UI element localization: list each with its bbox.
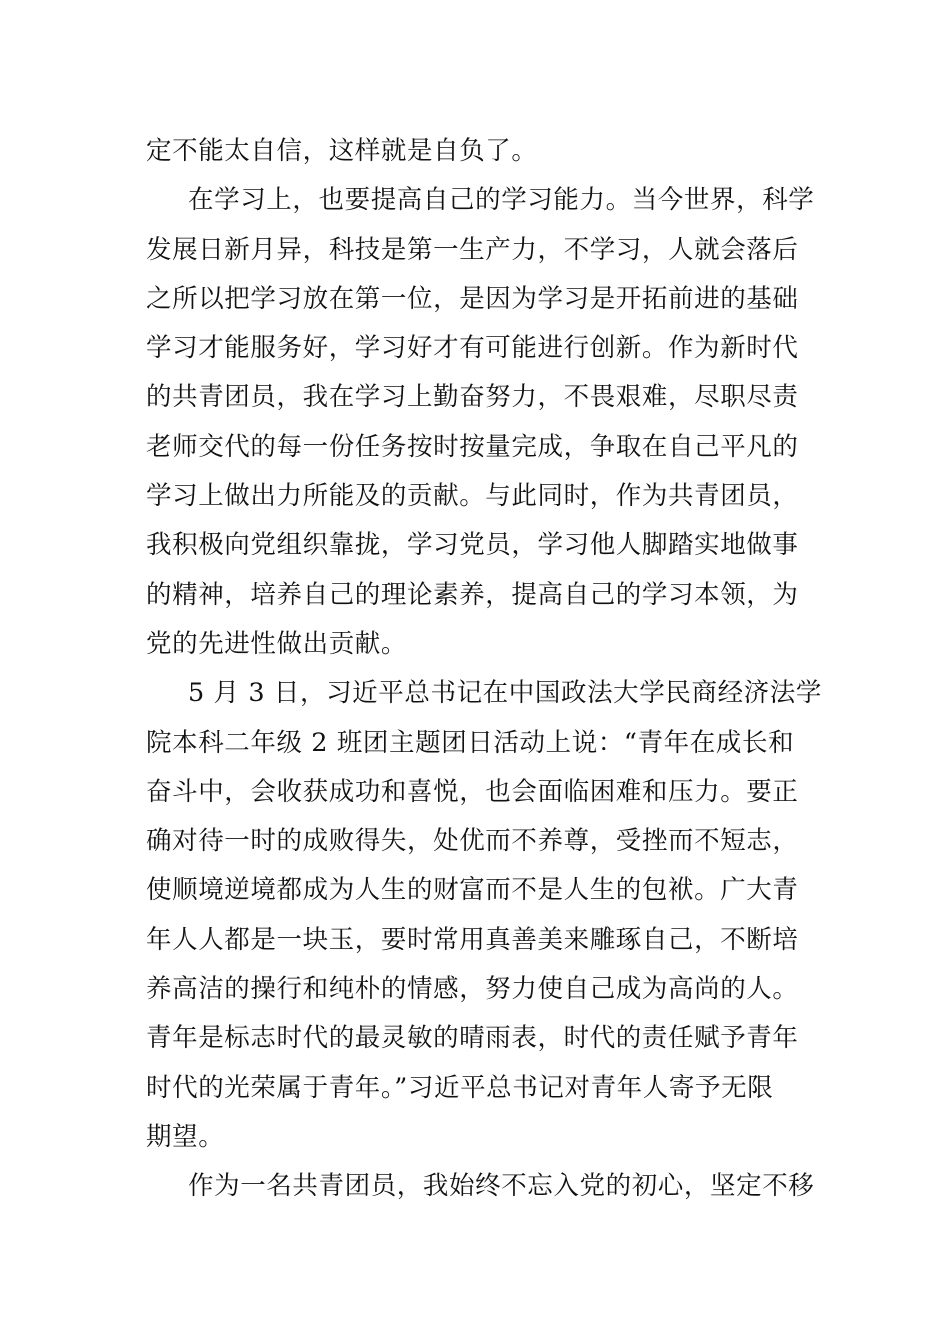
text-line: 党的先进性做出贡献。 — [146, 628, 408, 659]
text-line: 年人人都是一块玉，要时常用真善美来雕琢自己，不断培 — [146, 924, 799, 955]
body-text — [146, 127, 822, 1212]
text-line: 养高洁的操行和纯朴的情感，努力使自己成为高尚的人。 — [146, 974, 799, 1005]
text-line: 的精神，培养自己的理论素养，提高自己的学习本领，为 — [146, 579, 799, 610]
text-line: 老师交代的每一份任务按时按量完成，争取在自己平凡的 — [146, 431, 799, 462]
text-line: 使顺境逆境都成为人生的财富而不是人生的包袱。广大青 — [146, 875, 799, 906]
text-line: 我积极向党组织靠拢，学习党员，学习他人脚踏实地做事 — [146, 530, 799, 561]
text-line: 青年是标志时代的最灵敏的晴雨表，时代的责任赋予青年 — [146, 1023, 799, 1054]
text-line: 发展日新月异，科技是第一生产力，不学习，人就会落后 — [146, 234, 799, 265]
text-line: 时代的光荣属于青年。”习近平总书记对青年人寄予无限 — [146, 1072, 774, 1103]
paragraph-start-line: 5 月 3 日，习近平总书记在中国政法大学民商经济法学 — [188, 678, 822, 709]
text-line: 之所以把学习放在第一位，是因为学习是开拓前进的基础 — [146, 283, 799, 314]
text-line: 院本科二年级 2 班团主题团日活动上说：“青年在成长和 — [146, 727, 795, 758]
text-line: 奋斗中，会收获成功和喜悦，也会面临困难和压力。要正 — [146, 776, 799, 807]
paragraph-start-line: 在学习上，也要提高自己的学习能力。当今世界，科学 — [188, 185, 815, 216]
text-line: 学习才能服务好，学习好才有可能进行创新。作为新时代 — [146, 333, 799, 364]
paragraph-start-line: 作为一名共青团员，我始终不忘入党的初心，坚定不移 — [188, 1171, 815, 1202]
text-line: 的共青团员，我在学习上勤奋努力，不畏艰难，尽职尽责 — [146, 382, 799, 413]
text-line: 确对待一时的成败得失，处优而不养尊，受挫而不短志， — [146, 826, 799, 857]
text-line: 学习上做出力所能及的贡献。与此同时，作为共青团员， — [146, 481, 799, 512]
text-line: 期望。 — [146, 1121, 225, 1152]
text-line: 定不能太自信，这样就是自负了。 — [146, 136, 538, 166]
